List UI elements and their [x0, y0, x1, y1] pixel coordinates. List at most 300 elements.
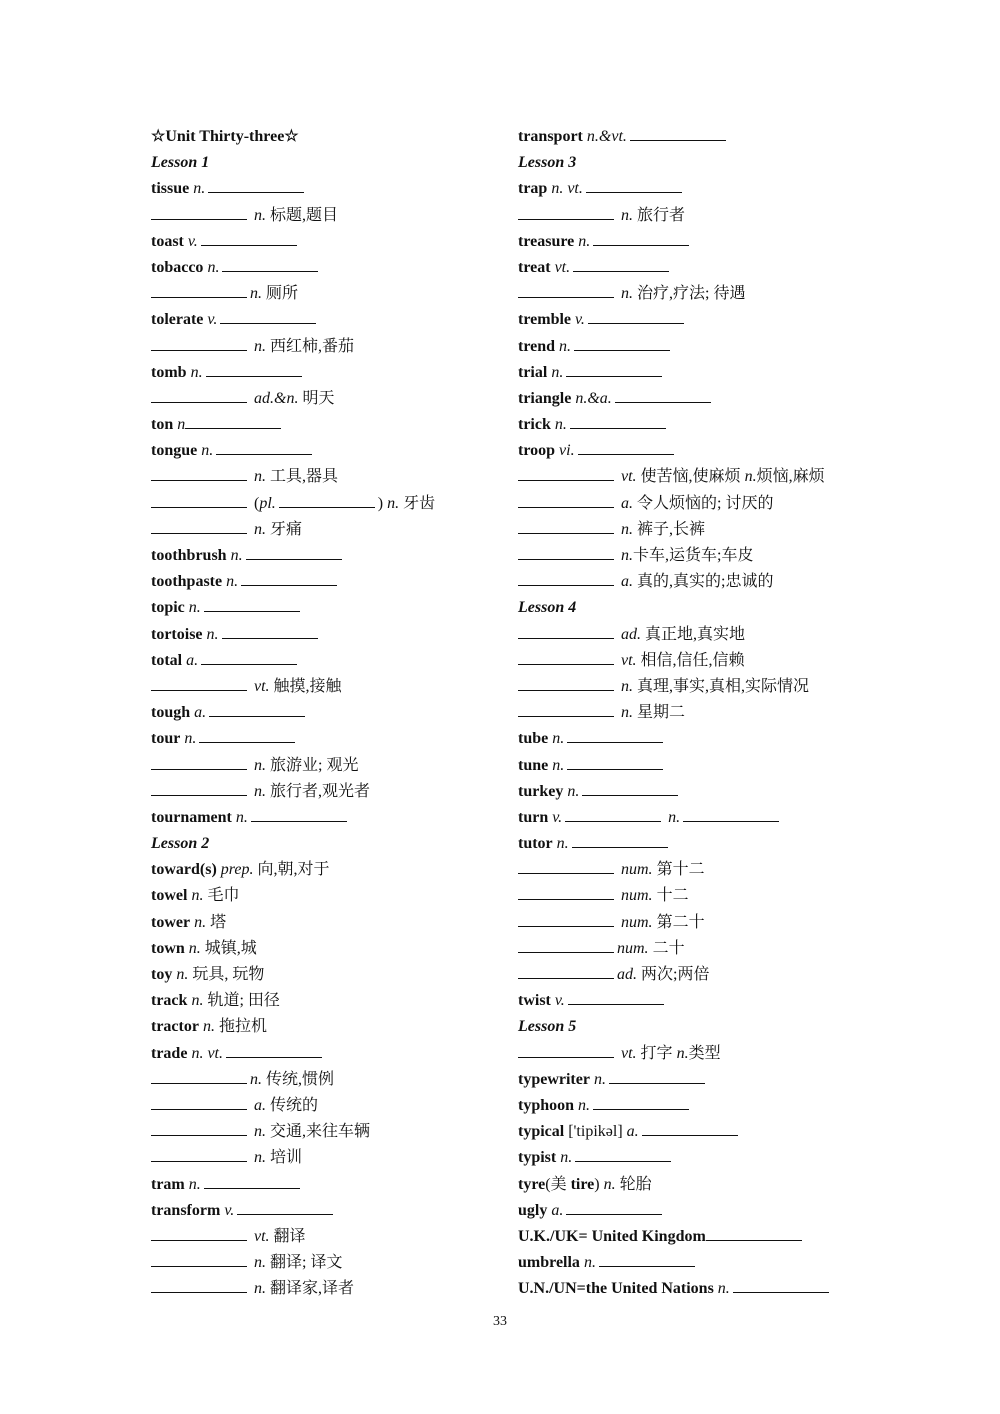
- definition: 翻译; 译文: [266, 1254, 343, 1272]
- part-of-speech: n.: [563, 782, 580, 800]
- vocab-entry: [151, 1067, 491, 1093]
- answer-blank: [237, 1200, 333, 1215]
- vocab-entry: [518, 805, 878, 831]
- headword: tyre: [518, 1175, 546, 1193]
- part-of-speech: n.: [547, 363, 564, 381]
- part-of-speech: n.: [250, 1149, 266, 1167]
- vocab-entry: [151, 805, 491, 831]
- headword: transport: [518, 128, 583, 145]
- headword: turn: [518, 808, 549, 826]
- vocab-entry: [518, 1067, 878, 1093]
- part-of-speech: num.: [617, 939, 649, 957]
- part-of-speech: n.: [197, 442, 214, 460]
- answer-blank: [151, 1278, 247, 1293]
- headword: turkey: [518, 782, 564, 800]
- answer-blank: [204, 1174, 300, 1189]
- headword: trap: [518, 180, 548, 198]
- vocab-entry: [518, 1119, 878, 1145]
- answer-blank: [706, 1226, 802, 1241]
- vocab-entry: [518, 988, 878, 1014]
- part-of-speech: n.: [574, 232, 591, 250]
- vocab-entry: [151, 700, 491, 726]
- lesson-heading: Lesson 4: [518, 599, 577, 617]
- part-of-speech: n.: [664, 808, 681, 826]
- definition: 两次;两倍: [637, 966, 710, 983]
- headword: trend: [518, 337, 556, 355]
- headword: treasure: [518, 232, 575, 250]
- vocab-entry: [518, 203, 878, 229]
- vocab-entry: [151, 857, 491, 883]
- headword: typical: [518, 1123, 565, 1141]
- answer-blank: [151, 1147, 247, 1162]
- definition: 烦恼,麻烦: [756, 468, 825, 486]
- vocab-entry: [518, 1093, 878, 1119]
- part-of-speech: vt.: [250, 1227, 270, 1245]
- definition: 二十: [648, 939, 685, 957]
- vocab-entry: [151, 648, 491, 674]
- definition: 裤子,长裤: [633, 520, 706, 538]
- headword: tune: [518, 756, 549, 774]
- answer-blank: [683, 807, 779, 822]
- headword: typist: [518, 1149, 557, 1167]
- definition: 轨道; 田径: [203, 992, 280, 1010]
- vocab-entry: [518, 1145, 878, 1171]
- part-of-speech: n.: [589, 1070, 606, 1088]
- answer-blank: [151, 466, 247, 481]
- headword: ton: [151, 416, 174, 434]
- definition: 标题,题目: [266, 206, 339, 224]
- part-of-speech: vt.: [617, 468, 637, 486]
- part-of-speech: n.: [250, 206, 266, 224]
- answer-blank: [586, 178, 682, 193]
- vocab-entry: [518, 569, 878, 595]
- part-of-speech: n.: [184, 939, 201, 957]
- vocab-entry: [151, 412, 491, 438]
- headword: toothbrush: [151, 547, 227, 564]
- part-of-speech: n.: [198, 1018, 215, 1036]
- headword: transform: [151, 1201, 221, 1219]
- definition: 牙齿: [399, 494, 436, 512]
- answer-blank: [593, 231, 689, 246]
- part-of-speech: ad.: [617, 966, 637, 983]
- answer-blank: [518, 676, 614, 691]
- vocab-entry: [151, 281, 491, 307]
- answer-blank: [246, 545, 342, 560]
- vocab-entry: [518, 255, 878, 281]
- definition: 旅游业; 观光: [266, 756, 359, 774]
- part-of-speech: num.: [617, 887, 653, 905]
- part-of-speech: n.: [250, 520, 266, 538]
- vocab-entry: [518, 779, 878, 805]
- answer-blank: [567, 728, 663, 743]
- part-of-speech: n.: [676, 1044, 689, 1062]
- answer-blank: [151, 283, 247, 298]
- part-of-speech: a.: [190, 704, 207, 722]
- part-of-speech: vt.: [550, 258, 571, 276]
- part-of-speech: n.: [579, 1254, 596, 1272]
- headword: total: [151, 651, 183, 669]
- answer-blank: [609, 1069, 705, 1084]
- answer-blank: [599, 1252, 695, 1267]
- part-of-speech: n.: [617, 704, 633, 722]
- vocab-entry: [151, 753, 491, 779]
- answer-blank: [151, 781, 247, 796]
- headword: tractor: [151, 1018, 199, 1036]
- definition: 工具,器具: [266, 468, 339, 486]
- definition: 打字: [636, 1044, 677, 1062]
- headword: trial: [518, 363, 548, 381]
- headword: tobacco: [151, 258, 204, 276]
- definition: 传统,惯例: [262, 1070, 335, 1088]
- part-of-speech: n.: [617, 206, 633, 224]
- vocab-entry: [151, 203, 491, 229]
- vocab-entry: [151, 779, 491, 805]
- headword: tremble: [518, 311, 572, 329]
- answer-blank: [518, 205, 614, 220]
- part-of-speech: v.: [548, 808, 563, 826]
- vocab-entry: [151, 1145, 491, 1171]
- vocab-entry: [151, 543, 491, 569]
- vocab-entry: [518, 1041, 878, 1067]
- answer-blank: [518, 493, 614, 508]
- headword: track: [151, 992, 188, 1010]
- answer-blank: [208, 178, 304, 193]
- answer-blank: [733, 1278, 829, 1293]
- part-of-speech: n.: [548, 756, 565, 774]
- headword: typhoon: [518, 1096, 575, 1114]
- lesson-heading: Lesson 5: [518, 1018, 577, 1036]
- definition: ): [377, 494, 384, 512]
- answer-blank: [566, 362, 662, 377]
- definition: 翻译家,译者: [266, 1280, 355, 1298]
- part-of-speech: n.: [617, 547, 633, 564]
- answer-blank: [582, 781, 678, 796]
- answer-blank: [518, 885, 614, 900]
- answer-blank: [518, 1043, 614, 1058]
- part-of-speech: n.: [250, 1070, 262, 1088]
- vocab-entry: [151, 1041, 491, 1067]
- headword: trick: [518, 416, 551, 434]
- answer-blank: [567, 755, 663, 770]
- part-of-speech: n.: [383, 494, 400, 512]
- headword: typewriter: [518, 1070, 590, 1088]
- unit-title: ☆Unit Thirty-three☆: [151, 128, 299, 145]
- answer-blank: [573, 257, 669, 272]
- headword: ugly: [518, 1201, 548, 1219]
- answer-blank: [151, 388, 247, 403]
- vocab-entry: [518, 962, 878, 988]
- answer-blank: [151, 755, 247, 770]
- vocab-entry: [151, 1014, 491, 1040]
- part-of-speech: n.: [190, 913, 207, 931]
- vocab-entry: [518, 831, 878, 857]
- answer-blank: [151, 676, 247, 691]
- definition: 治疗,疗法; 待遇: [633, 285, 746, 303]
- answer-blank: [151, 519, 247, 534]
- answer-blank: [201, 650, 297, 665]
- part-of-speech: a.: [250, 1096, 266, 1114]
- part-of-speech: n.: [172, 966, 189, 983]
- answer-blank: [574, 336, 670, 351]
- vocab-entry: [151, 229, 491, 255]
- answer-blank: [222, 257, 318, 272]
- part-of-speech: ad.: [617, 625, 641, 643]
- vocab-entry: [518, 176, 878, 202]
- part-of-speech: prep.: [216, 861, 254, 879]
- answer-blank: [151, 493, 247, 508]
- part-of-speech: n.: [202, 625, 219, 643]
- vocab-entry: [151, 726, 491, 752]
- part-of-speech: n.: [552, 835, 569, 853]
- answer-blank: [518, 545, 614, 560]
- part-of-speech: n.: [250, 468, 266, 486]
- part-of-speech: n.: [250, 337, 266, 355]
- headword: tissue: [151, 180, 190, 198]
- vocab-entry: [151, 491, 491, 517]
- vocab-entry: [518, 464, 878, 490]
- part-of-speech: n.: [250, 756, 266, 774]
- answer-blank: [206, 362, 302, 377]
- answer-blank: [518, 519, 614, 534]
- answer-blank: [151, 205, 247, 220]
- part-of-speech: n. vt.: [187, 1044, 223, 1062]
- definition: 触摸,接触: [269, 677, 342, 695]
- definition: 传统的: [266, 1096, 319, 1114]
- part-of-speech: n.: [250, 285, 262, 303]
- headword: tolerate: [151, 311, 204, 329]
- headword: tournament: [151, 808, 232, 826]
- definition: ['tipikəl]: [564, 1123, 627, 1141]
- answer-blank: [615, 388, 711, 403]
- vocab-entry: [518, 438, 878, 464]
- definition: 玩具, 玩物: [188, 966, 265, 983]
- headword: towel: [151, 887, 188, 905]
- answer-blank: [185, 414, 281, 429]
- vocab-entry: [518, 674, 878, 700]
- definition: 西红柿,番茄: [266, 337, 355, 355]
- vocab-entry: [518, 726, 878, 752]
- vocab-entry: [518, 491, 878, 517]
- part-of-speech: v.: [550, 992, 565, 1010]
- definition: 第十二: [652, 861, 705, 879]
- vocab-entry: [151, 1276, 491, 1302]
- headword: trade: [151, 1044, 188, 1062]
- headword: toothpaste: [151, 573, 223, 591]
- vocab-entry: [151, 622, 491, 648]
- headword: tour: [151, 730, 181, 748]
- definition: 毛巾: [203, 887, 240, 905]
- definition: ): [594, 1175, 600, 1193]
- vocab-entry: [151, 1172, 491, 1198]
- definition: 轮胎: [615, 1175, 652, 1193]
- definition: 真的,真实的;忠诚的: [633, 573, 774, 591]
- part-of-speech: n.: [231, 808, 248, 826]
- part-of-speech: vt.: [250, 677, 270, 695]
- part-of-speech: n.: [187, 887, 204, 905]
- answer-blank: [572, 833, 668, 848]
- vocab-entry: [151, 1198, 491, 1224]
- vocab-entry: [151, 1250, 491, 1276]
- part-of-speech: n.: [599, 1175, 616, 1193]
- part-of-speech: a.: [626, 1123, 639, 1141]
- headword: troop: [518, 442, 556, 460]
- answer-blank: [518, 938, 614, 953]
- vocab-entry: [518, 753, 878, 779]
- part-of-speech: n.: [548, 730, 565, 748]
- part-of-speech: n.: [617, 677, 633, 695]
- definition: 使苦恼,使麻烦: [636, 468, 745, 486]
- part-of-speech: n.&a.: [571, 389, 612, 407]
- lesson-heading: Lesson 1: [151, 154, 210, 172]
- part-of-speech: n.: [184, 599, 201, 617]
- definition: (美: [545, 1175, 571, 1193]
- vocab-entry: [151, 910, 491, 936]
- answer-blank: [151, 1226, 247, 1241]
- answer-blank: [630, 126, 726, 141]
- definition: 塔: [206, 913, 227, 931]
- part-of-speech: n.: [574, 1096, 591, 1114]
- vocab-entry: [518, 1276, 878, 1302]
- answer-blank: [209, 702, 305, 717]
- definition: 卡车,运货车;车皮: [633, 547, 754, 564]
- answer-blank: [518, 650, 614, 665]
- vocab-entry: [151, 255, 491, 281]
- vocab-entry: [518, 307, 878, 333]
- headword: tube: [518, 730, 549, 748]
- headword: tongue: [151, 442, 198, 460]
- part-of-speech: n.: [744, 468, 757, 486]
- headword: town: [151, 939, 185, 957]
- vocab-entry: [151, 988, 491, 1014]
- lesson-heading: Lesson 2: [151, 835, 210, 853]
- answer-blank: [518, 283, 614, 298]
- headword: toast: [151, 232, 184, 250]
- headword: U.K./UK= United Kingdom: [518, 1227, 706, 1245]
- headword: tutor: [518, 835, 553, 853]
- answer-blank: [222, 624, 318, 639]
- part-of-speech: a.: [547, 1201, 564, 1219]
- part-of-speech: n.: [250, 1280, 266, 1298]
- part-of-speech: n.: [555, 337, 572, 355]
- vocab-entry: [518, 334, 878, 360]
- headword: topic: [151, 599, 185, 617]
- vocab-entry: [151, 1093, 491, 1119]
- vocab-entry: [518, 883, 878, 909]
- vocab-entry: [518, 700, 878, 726]
- answer-blank: [578, 440, 674, 455]
- vocab-entry: [518, 1172, 878, 1198]
- definition: 明天: [298, 389, 335, 407]
- answer-blank: [279, 493, 375, 508]
- answer-blank: [575, 1147, 671, 1162]
- vocab-entry: [151, 517, 491, 543]
- answer-blank: [642, 1121, 738, 1136]
- part-of-speech: n.: [222, 573, 239, 591]
- vocab-entry: [518, 648, 878, 674]
- answer-blank: [566, 1200, 662, 1215]
- lesson-heading: Lesson 3: [518, 154, 577, 172]
- answer-blank: [518, 964, 614, 979]
- vocab-entry: [518, 386, 878, 412]
- vocab-entry: [518, 124, 878, 150]
- answer-blank: [151, 1069, 247, 1084]
- answer-blank: [204, 597, 300, 612]
- answer-blank: [151, 1121, 247, 1136]
- part-of-speech: n.: [556, 1149, 573, 1167]
- answer-blank: [241, 571, 337, 586]
- vocab-entry: [518, 543, 878, 569]
- headword: U.N./UN=the United Nations: [518, 1280, 714, 1298]
- definition: 令人烦恼的; 讨厌的: [633, 494, 774, 512]
- vocab-entry: [518, 857, 878, 883]
- part-of-speech: n.: [250, 1123, 266, 1141]
- headword: toward(s): [151, 861, 217, 879]
- vocab-entry: [518, 1224, 878, 1250]
- answer-blank: [518, 912, 614, 927]
- definition: 向,朝,对于: [253, 861, 330, 879]
- vocab-entry: [151, 1119, 491, 1145]
- vocab-entry: [151, 464, 491, 490]
- vocab-entry: [151, 360, 491, 386]
- answer-blank: [570, 414, 666, 429]
- answer-blank: [518, 859, 614, 874]
- headword: tomb: [151, 363, 187, 381]
- part-of-speech: vt.: [617, 651, 637, 669]
- headword: tire: [570, 1175, 595, 1193]
- part-of-speech: ad.&n.: [250, 389, 299, 407]
- vocab-entry: [518, 936, 878, 962]
- part-of-speech: a.: [182, 651, 199, 669]
- definition: 培训: [266, 1149, 303, 1167]
- definition: (: [250, 494, 260, 512]
- answer-blank: [226, 1043, 322, 1058]
- vocab-entry: [151, 962, 491, 988]
- definition: 相信,信任,信赖: [636, 651, 745, 669]
- answer-blank: [199, 728, 295, 743]
- part-of-speech: num.: [617, 861, 653, 879]
- headword: treat: [518, 258, 551, 276]
- answer-blank: [220, 309, 316, 324]
- headword: triangle: [518, 389, 572, 407]
- vocab-entry: [151, 674, 491, 700]
- part-of-speech: n.: [180, 730, 197, 748]
- vocab-entry: [518, 622, 878, 648]
- answer-blank: [568, 990, 664, 1005]
- vocab-entry: [518, 517, 878, 543]
- vocab-entry: [151, 883, 491, 909]
- part-of-speech: n.: [250, 782, 266, 800]
- definition: 旅行者,观光者: [266, 782, 371, 800]
- vocab-entry: [151, 307, 491, 333]
- answer-blank: [216, 440, 312, 455]
- definition: 真理,事实,真相,实际情况: [633, 677, 810, 695]
- definition: 类型: [688, 1044, 721, 1062]
- part-of-speech: n.: [186, 363, 203, 381]
- headword: tower: [151, 913, 191, 931]
- headword: twist: [518, 992, 551, 1010]
- part-of-speech: a.: [617, 494, 633, 512]
- vocab-entry: [151, 595, 491, 621]
- headword: toy: [151, 966, 173, 983]
- part-of-speech: n.: [617, 285, 633, 303]
- definition: 交通,来往车辆: [266, 1123, 371, 1141]
- part-of-speech: n.: [203, 258, 220, 276]
- definition: 第二十: [652, 913, 705, 931]
- part-of-speech: a.: [617, 573, 633, 591]
- part-of-speech: n.: [250, 1254, 266, 1272]
- vocab-entry: [518, 229, 878, 255]
- vocab-entry: [518, 1250, 878, 1276]
